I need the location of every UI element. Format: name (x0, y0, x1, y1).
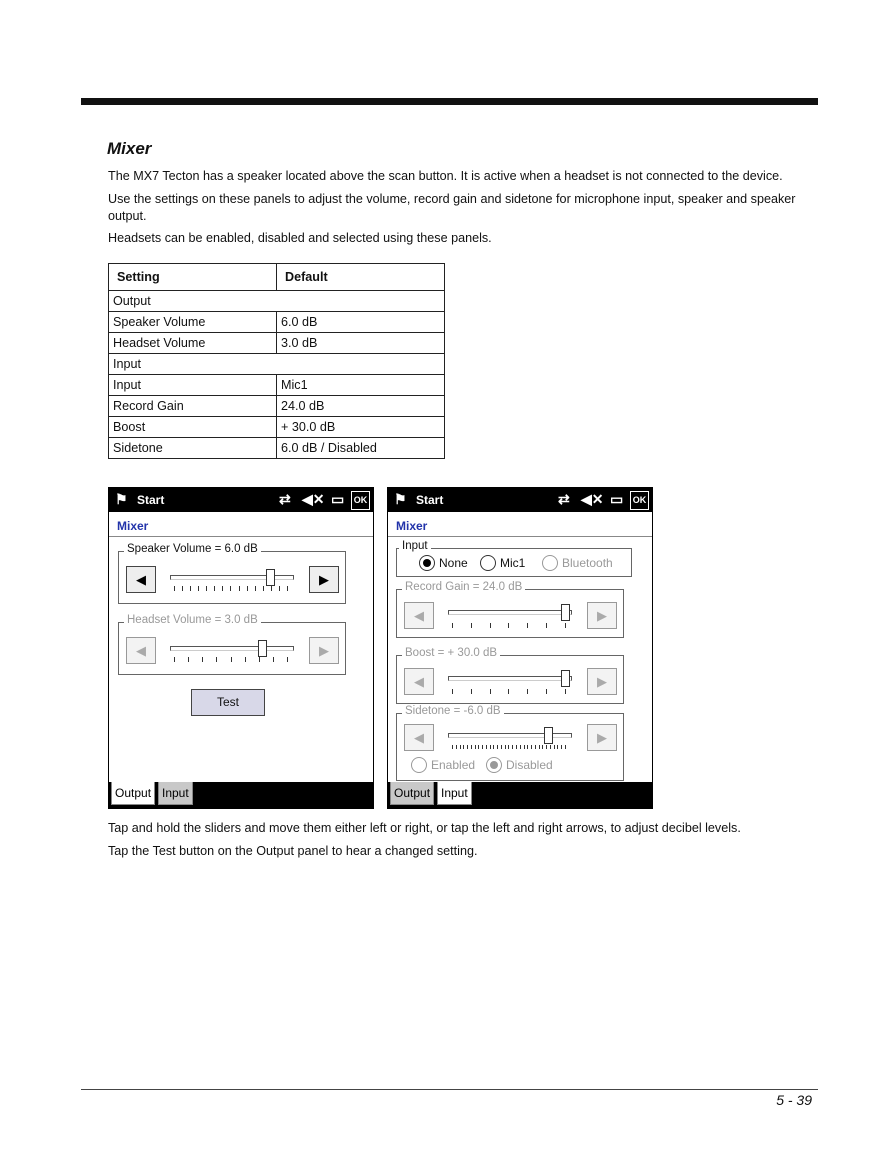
record-gain-increase-button[interactable] (587, 602, 617, 629)
sidetone-slider-track[interactable] (448, 733, 572, 738)
table-section-label: Input (109, 354, 445, 375)
tab-bar (388, 782, 652, 808)
taskbar (109, 488, 373, 512)
table-row (109, 312, 445, 333)
table-section-row (109, 354, 445, 375)
taskbar (388, 488, 652, 512)
table-row (109, 375, 445, 396)
table-cell-setting: Sidetone (109, 438, 277, 459)
table-section-row (109, 291, 445, 312)
sidetone-label: Sidetone = -6.0 dB (402, 705, 504, 717)
windows-flag-icon[interactable]: ⚑ (394, 491, 407, 507)
page-number: 5 - 39 (776, 1092, 812, 1108)
record-gain-label: Record Gain = 24.0 dB (402, 581, 525, 593)
tab-input[interactable]: Input (437, 782, 472, 805)
slider-ticks (174, 586, 288, 592)
table-cell-setting: Boost (109, 417, 277, 438)
tab-output[interactable]: Output (111, 782, 155, 805)
title-separator (388, 536, 652, 537)
sidetone-increase-button[interactable] (587, 724, 617, 751)
battery-icon[interactable]: ▭ (610, 491, 624, 507)
connectivity-arrows-icon[interactable]: ⇄ (279, 491, 291, 507)
table-cell-default: 6.0 dB / Disabled (277, 438, 445, 459)
arrow-right-icon: ▶ (319, 642, 329, 658)
ok-button[interactable]: OK (630, 491, 649, 510)
sidetone-slider-thumb[interactable] (544, 727, 553, 744)
windows-flag-icon[interactable]: ⚑ (115, 491, 128, 507)
test-button[interactable]: Test (191, 689, 265, 716)
input-source-label: Input (399, 540, 431, 552)
section-heading: Mixer (107, 139, 152, 158)
input-none-radio[interactable] (419, 555, 468, 571)
speaker-volume-increase-button[interactable] (309, 566, 339, 593)
radio-label: Enabled (431, 758, 476, 772)
table-row (109, 396, 445, 417)
tab-output[interactable]: Output (390, 782, 434, 805)
headset-volume-slider-track[interactable] (170, 646, 294, 651)
table-cell-default: 24.0 dB (277, 396, 445, 417)
table-cell-setting: Speaker Volume (109, 312, 277, 333)
input-source-group (396, 540, 632, 577)
table-section-label: Output (109, 291, 445, 312)
title-separator (109, 536, 373, 537)
speaker-muted-icon[interactable]: ◀✕ (302, 491, 325, 507)
headset-volume-slider-thumb[interactable] (258, 640, 267, 657)
radio-dot (419, 555, 435, 571)
radio-dot (480, 555, 496, 571)
record-gain-decrease-button[interactable] (404, 602, 434, 629)
table-cell-default: 3.0 dB (277, 333, 445, 354)
paragraph-headsets: Headsets can be enabled, disabled and selected using these panels. (108, 231, 492, 245)
radio-dot (542, 555, 558, 571)
table-header-row (109, 264, 445, 291)
top-rule (81, 98, 818, 105)
output-panel-screenshot (108, 487, 374, 809)
arrow-left-icon: ◀ (136, 571, 146, 587)
boost-slider-thumb[interactable] (561, 670, 570, 687)
paragraph-settings: Use the settings on these panels to adjust the volume, record gain and sidetone for microphone input, speaker and speaker output. (108, 192, 796, 223)
arrow-left-icon: ◀ (414, 607, 424, 623)
headset-volume-decrease-button[interactable] (126, 637, 156, 664)
arrow-left-icon: ◀ (414, 673, 424, 689)
speaker-volume-slider-track[interactable] (170, 575, 294, 580)
headset-volume-increase-button[interactable] (309, 637, 339, 664)
sidetone-group (396, 705, 624, 781)
arrow-left-icon: ◀ (136, 642, 146, 658)
slider-ticks (452, 689, 566, 695)
table-header: Setting (109, 264, 277, 291)
settings-table (108, 263, 445, 459)
table-cell-default: + 30.0 dB (277, 417, 445, 438)
table-row (109, 333, 445, 354)
sidetone-enabled-radio[interactable] (411, 757, 475, 773)
slider-ticks (452, 745, 566, 751)
radio-label: Mic1 (500, 556, 526, 570)
table-cell-default: 6.0 dB (277, 312, 445, 333)
sidetone-disabled-radio[interactable] (486, 757, 553, 773)
ok-button[interactable]: OK (351, 491, 370, 510)
radio-label: Disabled (506, 758, 553, 772)
speaker-muted-icon[interactable]: ◀✕ (581, 491, 604, 507)
table-row (109, 417, 445, 438)
boost-slider-track[interactable] (448, 676, 572, 681)
tab-input[interactable]: Input (158, 782, 193, 805)
boost-label: Boost = + 30.0 dB (402, 647, 500, 659)
boost-decrease-button[interactable] (404, 668, 434, 695)
speaker-volume-group (118, 543, 346, 604)
table-header: Default (277, 264, 445, 291)
slider-ticks (452, 623, 566, 629)
table-cell-setting: Input (109, 375, 277, 396)
arrow-left-icon: ◀ (414, 729, 424, 745)
table-cell-default: Mic1 (277, 375, 445, 396)
table-cell-setting: Headset Volume (109, 333, 277, 354)
app-title: Mixer (117, 519, 149, 533)
arrow-right-icon: ▶ (597, 673, 607, 689)
input-bluetooth-radio[interactable] (542, 555, 613, 571)
sidetone-decrease-button[interactable] (404, 724, 434, 751)
arrow-right-icon: ▶ (597, 729, 607, 745)
record-gain-slider-thumb[interactable] (561, 604, 570, 621)
paragraph-speaker: The MX7 Tecton has a speaker located above the scan button. It is active when a headset is not connected to the device. (108, 169, 783, 183)
arrow-right-icon: ▶ (597, 607, 607, 623)
start-button[interactable]: Start (137, 493, 165, 507)
speaker-volume-slider-thumb[interactable] (266, 569, 275, 586)
app-title: Mixer (396, 519, 428, 533)
boost-increase-button[interactable] (587, 668, 617, 695)
input-panel-screenshot (387, 487, 653, 809)
radio-dot (411, 757, 427, 773)
bottom-rule (81, 1089, 818, 1090)
radio-dot (486, 757, 502, 773)
paragraph-test: Tap the Test button on the Output panel to hear a changed setting. (108, 844, 478, 858)
record-gain-slider-track[interactable] (448, 610, 572, 615)
speaker-volume-decrease-button[interactable] (126, 566, 156, 593)
boost-group (396, 647, 624, 704)
table-row (109, 438, 445, 459)
table-cell-setting: Record Gain (109, 396, 277, 417)
input-mic1-radio[interactable] (480, 555, 525, 571)
arrow-right-icon: ▶ (319, 571, 329, 587)
speaker-volume-label: Speaker Volume = 6.0 dB (124, 543, 261, 555)
headset-volume-group (118, 614, 346, 675)
radio-label: None (439, 556, 468, 570)
headset-volume-label: Headset Volume = 3.0 dB (124, 614, 261, 626)
connectivity-arrows-icon[interactable]: ⇄ (558, 491, 570, 507)
paragraph-sliders: Tap and hold the sliders and move them either left or right, or tap the left and right arrows, to adjust decibel levels. (108, 821, 741, 835)
tab-bar (109, 782, 373, 808)
slider-ticks (174, 657, 288, 663)
record-gain-group (396, 581, 624, 638)
radio-label: Bluetooth (562, 556, 613, 570)
battery-icon[interactable]: ▭ (331, 491, 345, 507)
start-button[interactable]: Start (416, 493, 444, 507)
